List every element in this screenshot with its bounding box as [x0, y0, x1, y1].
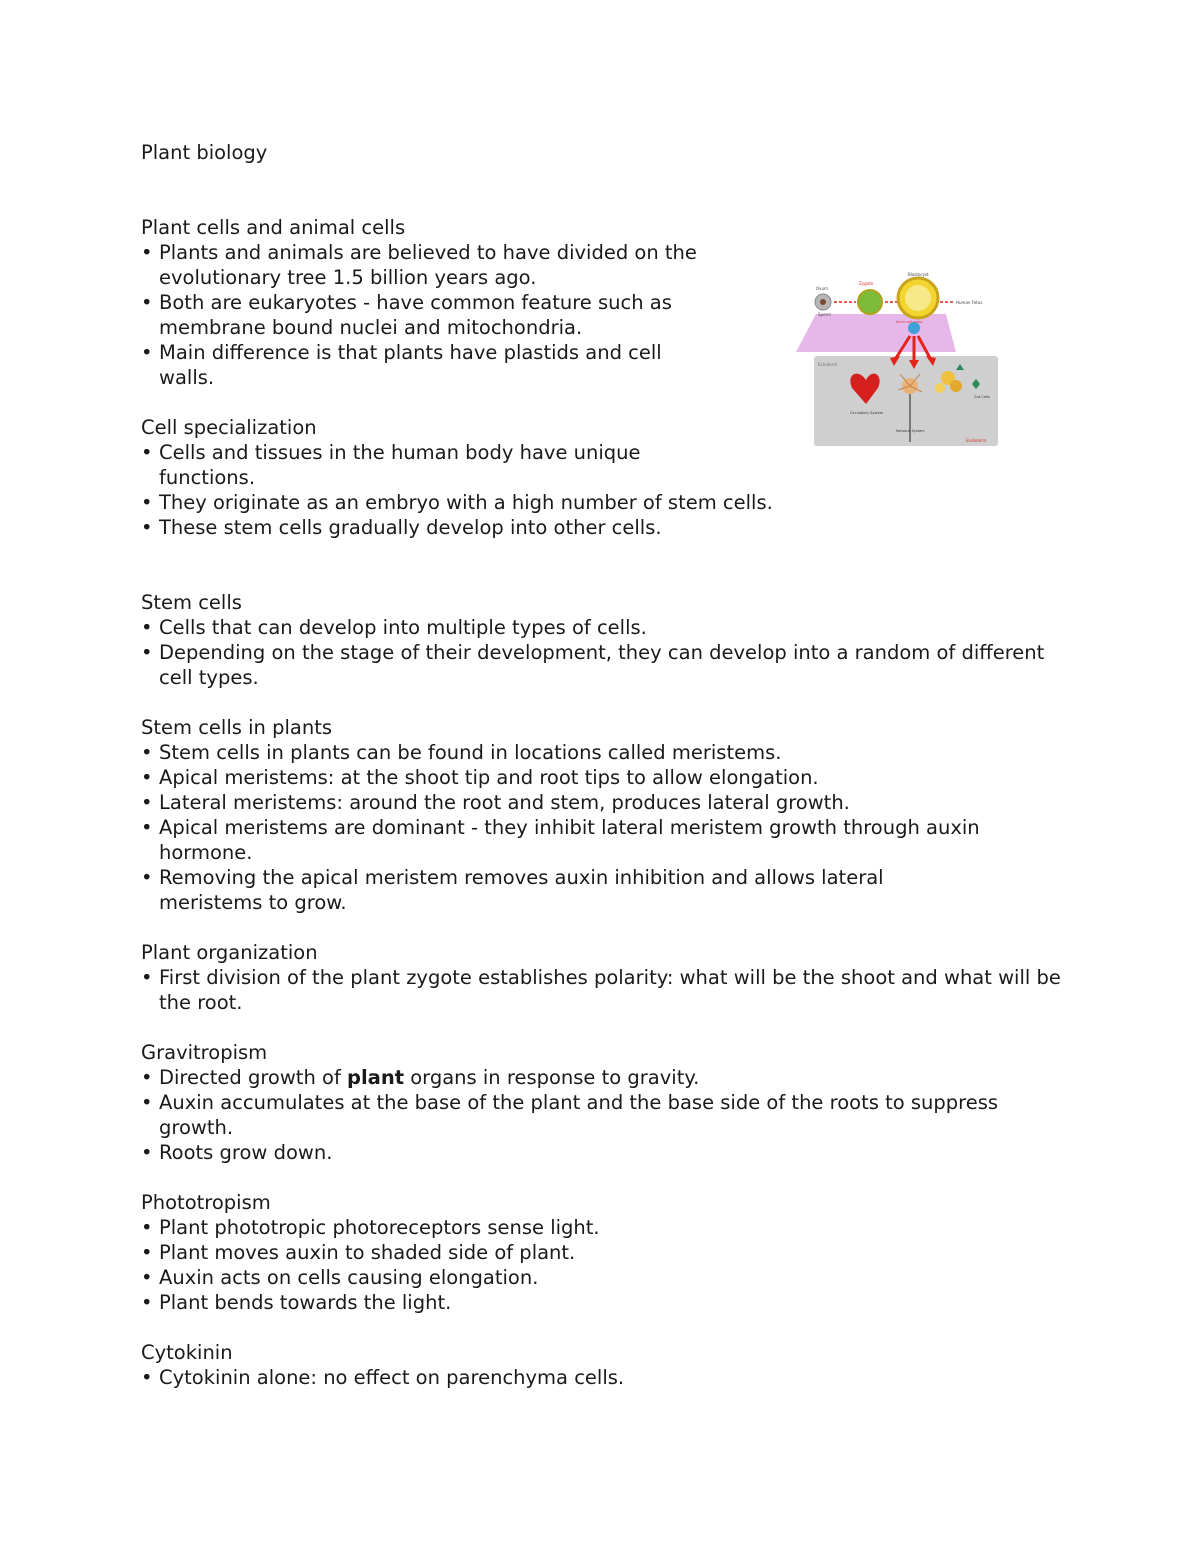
bold-term: plant — [347, 1066, 405, 1089]
bullet-list — [141, 1065, 1061, 1165]
list-item: • Lateral meristems: around the root and stem, produces lateral growth. — [141, 790, 1061, 815]
section-heading: Cell specialization — [141, 416, 317, 439]
list-item: • These stem cells gradually develop into other cells. — [141, 515, 1061, 540]
label-endoderm: Endoderm — [966, 438, 987, 443]
section-stem-cells-in-plants — [141, 715, 1061, 915]
list-item: • Cytokinin alone: no effect on parenchyma cells. — [141, 1365, 1061, 1390]
list-item: • Plant bends towards the light. — [141, 1290, 1061, 1315]
list-item: • First division of the plant zygote establishes polarity: what will be the shoot and what will be the root. — [141, 965, 1061, 1015]
list-item: • Both are eukaryotes - have common feature such as membrane bound nuclei and mitochondria. — [141, 290, 739, 340]
stem-cell-diagram-svg — [796, 270, 1000, 450]
label-gut-cells: Gut Cells — [974, 395, 990, 399]
label-nervous-system: Nervous System — [896, 429, 925, 433]
zygote-icon — [858, 290, 882, 314]
platform-shape — [796, 314, 956, 352]
text-run: organs in response to gravity. — [404, 1066, 700, 1089]
section-cytokinin — [141, 1340, 1061, 1390]
label-ectoderm: Ectoderm — [818, 362, 838, 367]
list-item: • Plant phototropic photoreceptors sense light. — [141, 1215, 1061, 1240]
bullet-list — [141, 440, 1061, 540]
section-plant-organization — [141, 940, 1061, 1015]
section-heading: Plant organization — [141, 941, 318, 964]
list-item: • Plants and animals are believed to have divided on the evolutionary tree 1.5 billion years ago. — [141, 240, 759, 290]
list-item: • Removing the apical meristem removes auxin inhibition and allows lateral meristems to grow. — [141, 865, 989, 915]
bullet-list — [141, 615, 1061, 690]
bullet-list — [141, 965, 1061, 1015]
label-ovum: Ovum — [816, 286, 828, 291]
label-inner-cell-mass: Inner cell mass — [896, 320, 923, 324]
section-heading: Plant cells and animal cells — [141, 216, 406, 239]
label-sperm: Sperm — [818, 312, 832, 317]
section-gravitropism — [141, 1040, 1061, 1165]
list-item: • Depending on the stage of their development, they can develop into a random of different cell types. — [141, 640, 1061, 690]
list-item: • Roots grow down. — [141, 1140, 1061, 1165]
list-item: • Stem cells in plants can be found in locations called meristems. — [141, 740, 1061, 765]
text-run: Directed growth of — [159, 1066, 348, 1089]
list-item — [141, 1065, 1061, 1090]
list-item: • Cells and tissues in the human body have unique functions. — [141, 440, 704, 490]
section-heading: Stem cells in plants — [141, 716, 333, 739]
list-item: • Main difference is that plants have plastids and cell walls. — [141, 340, 719, 390]
section-heading: Stem cells — [141, 591, 242, 614]
label-human-fetus: Human Fetus — [956, 300, 983, 305]
stem-cell-diagram — [796, 270, 1000, 450]
bullet-list — [141, 740, 1061, 915]
list-item: • Apical meristems are dominant - they inhibit lateral meristem growth through auxin hormone. — [141, 815, 1061, 865]
label-circulatory-system: Circulatory System — [850, 411, 884, 415]
section-phototropism — [141, 1190, 1061, 1315]
section-heading: Gravitropism — [141, 1041, 268, 1064]
section-heading: Phototropism — [141, 1191, 271, 1214]
bullet-list — [141, 1365, 1061, 1390]
bullet-list — [141, 1215, 1061, 1315]
list-item: • Plant moves auxin to shaded side of plant. — [141, 1240, 1061, 1265]
list-item: • Auxin acts on cells causing elongation. — [141, 1265, 1061, 1290]
list-item: • They originate as an embryo with a high number of stem cells. — [141, 490, 1061, 515]
section-stem-cells — [141, 590, 1061, 690]
list-item: • Apical meristems: at the shoot tip and root tips to allow elongation. — [141, 765, 1061, 790]
label-blastocyst: Blastocyst — [908, 272, 929, 277]
list-item: • Cells that can develop into multiple types of cells. — [141, 615, 1061, 640]
document-title: Plant biology — [141, 141, 268, 164]
label-zygote: Zygote — [859, 281, 874, 286]
section-heading: Cytokinin — [141, 1341, 233, 1364]
list-item: • Auxin accumulates at the base of the plant and the base side of the roots to suppress growth. — [141, 1090, 1061, 1140]
